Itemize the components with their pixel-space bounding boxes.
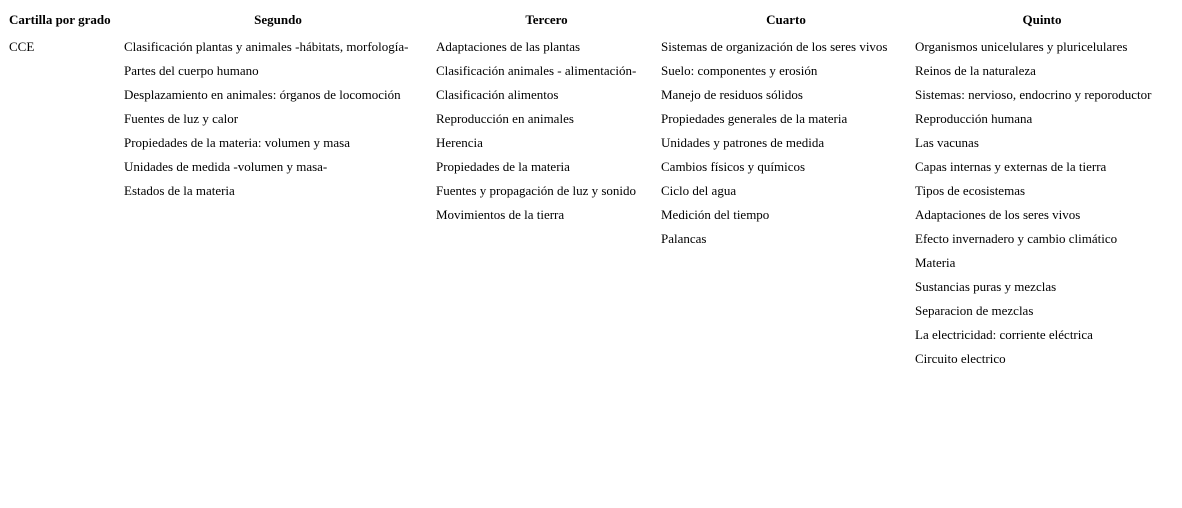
topic-item: Tipos de ecosistemas	[915, 183, 1026, 198]
topic-item: Propiedades de la materia: volumen y masa	[124, 135, 350, 150]
topic-item: Sustancias puras y mezclas	[915, 279, 1057, 294]
cell-cuarto	[660, 33, 912, 372]
topic-list-quinto	[915, 33, 1169, 372]
header-cuarto: Cuarto	[766, 11, 806, 27]
header-quinto: Quinto	[1022, 11, 1062, 27]
topic-item: Fuentes y propagación de luz y sonido	[436, 183, 637, 198]
table-header	[8, 8, 1170, 31]
topic-item: Las vacunas	[915, 135, 979, 150]
topic-item: Estados de la materia	[124, 183, 235, 198]
topic-item: Propiedades de la materia	[436, 159, 570, 174]
topic-item: Capas internas y externas de la tierra	[915, 159, 1107, 174]
topic-item: Efecto invernadero y cambio climático	[915, 231, 1118, 246]
topic-list-segundo	[124, 33, 432, 204]
topic-item: Materia	[915, 255, 956, 270]
topic-list-cuarto	[661, 33, 911, 252]
cell-tercero	[435, 33, 658, 372]
topic-item: Clasificación plantas y animales -hábitats, morfología-	[124, 39, 409, 54]
topic-item: Circuito electrico	[915, 351, 1006, 366]
topic-item: Partes del cuerpo humano	[124, 63, 259, 78]
topic-item: Manejo de residuos sólidos	[661, 87, 803, 102]
topic-item: Sistemas de organización de los seres vivos	[661, 39, 888, 54]
topic-item: Ciclo del agua	[661, 183, 737, 198]
grade-topics-table	[6, 6, 1172, 374]
topic-item: Propiedades generales de la materia	[661, 111, 848, 126]
table-row	[8, 33, 1170, 372]
header-segundo: Segundo	[254, 11, 302, 27]
topic-item: Suelo: componentes y erosión	[661, 63, 818, 78]
topic-item: Adaptaciones de los seres vivos	[915, 207, 1081, 222]
topic-item: Medición del tiempo	[661, 207, 770, 222]
topic-item: Clasificación animales - alimentación-	[436, 63, 637, 78]
topic-item: Reproducción en animales	[436, 111, 574, 126]
topic-item: Clasificación alimentos	[436, 87, 559, 102]
topic-item: Herencia	[436, 135, 483, 150]
topic-item: Unidades de medida -volumen y masa-	[124, 159, 328, 174]
cell-segundo	[123, 33, 433, 372]
topic-item: Palancas	[661, 231, 707, 246]
topic-item: Adaptaciones de las plantas	[436, 39, 581, 54]
topic-item: Separacion de mezclas	[915, 303, 1034, 318]
topic-item: Reproducción humana	[915, 111, 1033, 126]
topic-item: Fuentes de luz y calor	[124, 111, 239, 126]
topic-item: Sistemas: nervioso, endocrino y reporoductor	[915, 87, 1152, 102]
table-body	[8, 33, 1170, 372]
topic-list-tercero	[436, 33, 657, 228]
topic-item: Cambios físicos y químicos	[661, 159, 806, 174]
topic-item: Desplazamiento en animales: órganos de locomoción	[124, 87, 401, 102]
topic-item: Movimientos de la tierra	[436, 207, 565, 222]
header-cartilla-por-grado: Cartilla por grado	[9, 11, 111, 27]
topic-item: La electricidad: corriente eléctrica	[915, 327, 1093, 342]
header-row	[8, 8, 1170, 31]
row-label-cell	[8, 33, 121, 372]
cell-quinto	[914, 33, 1170, 372]
topic-item: Unidades y patrones de medida	[661, 135, 825, 150]
header-tercero: Tercero	[525, 11, 568, 27]
topic-item: Reinos de la naturaleza	[915, 63, 1036, 78]
row-label: CCE	[9, 39, 35, 54]
topic-item: Organismos unicelulares y pluricelulares	[915, 39, 1128, 54]
